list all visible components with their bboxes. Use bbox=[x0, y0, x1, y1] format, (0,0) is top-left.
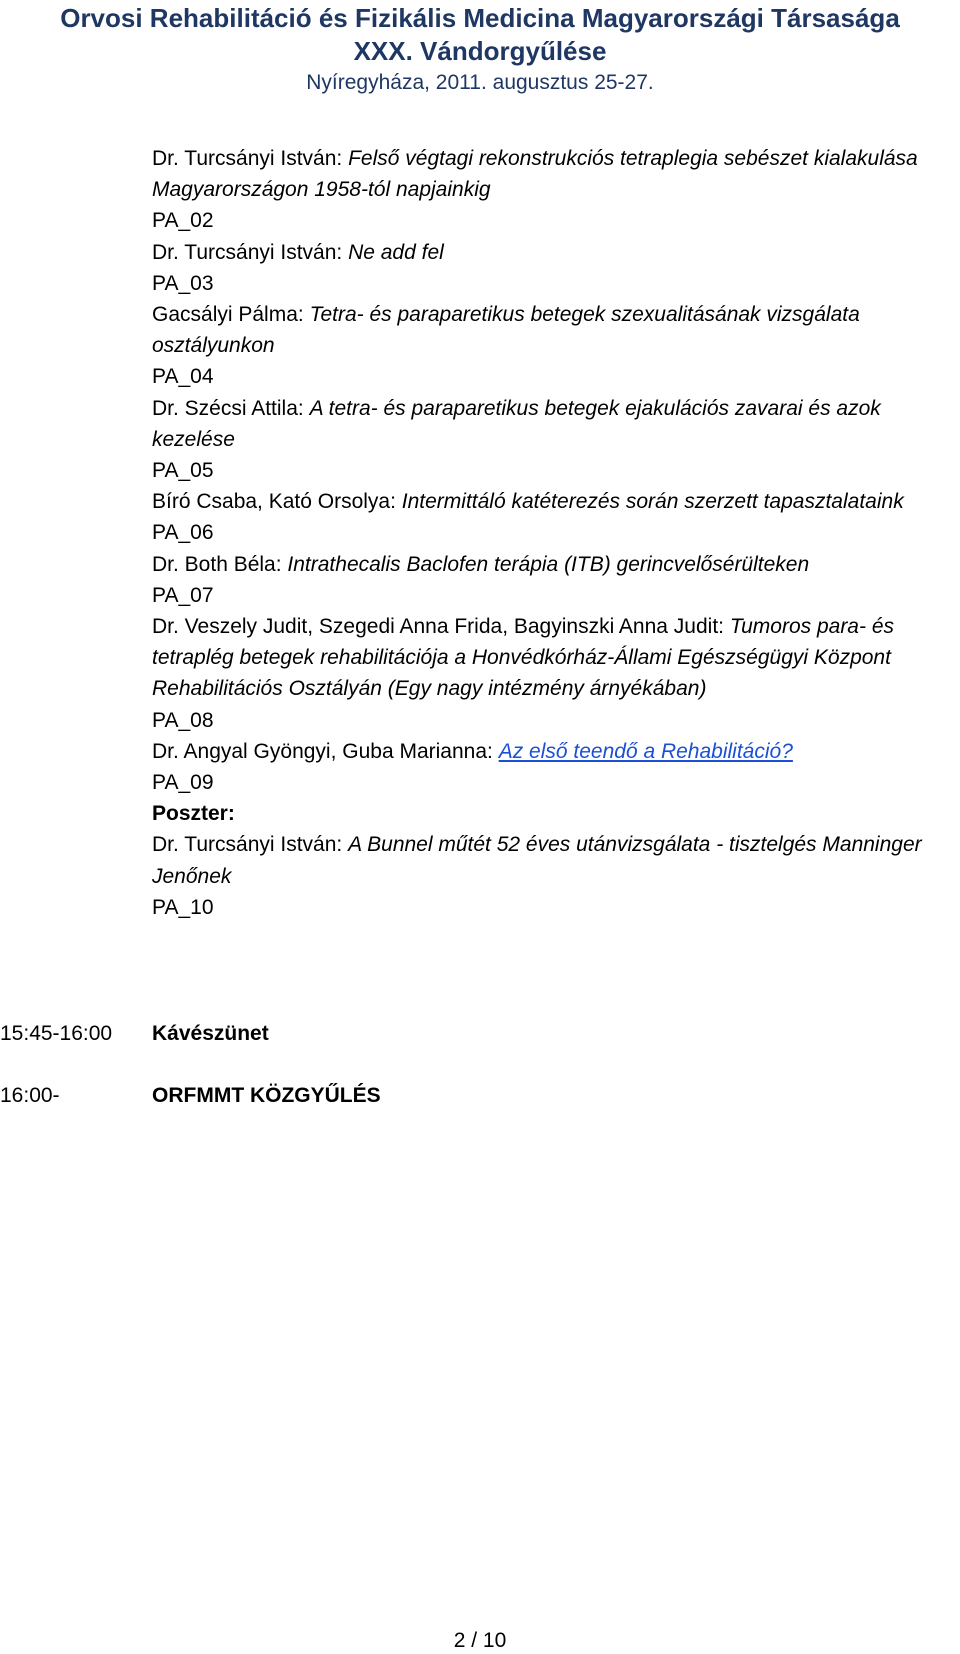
page-number: 2 / 10 bbox=[453, 1629, 507, 1652]
congress-title: XXX. Vándorgyűlése bbox=[353, 36, 607, 66]
list-item bbox=[152, 143, 942, 205]
list-item bbox=[152, 736, 942, 767]
entry-title: Tumoros para- és tetraplég betegek rehabilitációja a Honvédkórház-Állami Egészségügyi Központ Rehabilitációs Osztályán (Egy nagy intézmény árnyékában) bbox=[152, 615, 894, 701]
entry-title: Intermittáló katéterezés során szerzett tapasztalataink bbox=[401, 490, 904, 514]
entry-code: PA_10 bbox=[152, 895, 214, 919]
entry-authors: Dr. Turcsányi István: bbox=[152, 833, 349, 857]
entry-code: PA_08 bbox=[152, 708, 214, 732]
list-item bbox=[152, 393, 942, 455]
list-item bbox=[152, 237, 942, 268]
schedule-label: Kávészünet bbox=[152, 1022, 269, 1045]
document-header bbox=[0, 2, 960, 98]
entry-title: A Bunnel műtét 52 éves utánvizsgálata - tisztelgés Manninger Jenőnek bbox=[152, 833, 922, 888]
entry-authors: Dr. Turcsányi István: bbox=[152, 240, 349, 264]
entry-code: PA_06 bbox=[152, 521, 214, 545]
entry-title: Felső végtagi rekonstrukciós tetraplegia sebészet kialakulása Magyarországon 1958-tól napjainkig bbox=[152, 147, 918, 202]
entry-authors: Dr. Szécsi Attila: bbox=[152, 396, 310, 420]
entry-title: A tetra- és paraparetikus betegek ejakulációs zavarai és azok kezelése bbox=[152, 396, 881, 451]
entry-authors: Dr. Both Béla: bbox=[152, 552, 288, 576]
entry-title: Ne add fel bbox=[348, 240, 444, 264]
list-item bbox=[152, 299, 942, 361]
schedule-time: 15:45-16:00 bbox=[0, 1022, 113, 1045]
entry-authors: Dr. Veszely Judit, Szegedi Anna Frida, Bagyinszki Anna Judit: bbox=[152, 615, 730, 639]
list-item bbox=[152, 829, 942, 891]
entry-code: PA_02 bbox=[152, 209, 214, 233]
entry-authors: Bíró Csaba, Kató Orsolya: bbox=[152, 490, 402, 514]
entry-authors: Dr. Turcsányi István: bbox=[152, 147, 349, 170]
society-title: Orvosi Rehabilitáció és Fizikális Medicina Magyarországi Társasága bbox=[60, 3, 900, 33]
list-item bbox=[152, 549, 942, 580]
schedule-label: ORFMMT KÖZGYŰLÉS bbox=[152, 1084, 381, 1107]
poster-heading: Poszter: bbox=[152, 802, 235, 826]
list-item bbox=[152, 611, 942, 705]
program-list bbox=[152, 143, 942, 923]
place-date: Nyíregyháza, 2011. augusztus 25-27. bbox=[306, 71, 654, 94]
list-item bbox=[152, 486, 942, 517]
entry-code: PA_05 bbox=[152, 459, 214, 483]
entry-code: PA_09 bbox=[152, 771, 214, 795]
entry-authors: Gacsályi Pálma: bbox=[152, 303, 310, 327]
entry-title-link[interactable]: Az első teendő a Rehabilitáció? bbox=[498, 739, 793, 763]
entry-code: PA_04 bbox=[152, 365, 214, 389]
schedule-time: 16:00- bbox=[0, 1084, 60, 1107]
entry-authors: Dr. Angyal Gyöngyi, Guba Marianna: bbox=[152, 739, 499, 763]
entry-title: Tetra- és paraparetikus betegek szexualitásának vizsgálata osztályunkon bbox=[152, 303, 860, 358]
entry-code: PA_07 bbox=[152, 583, 214, 607]
entry-title: Intrathecalis Baclofen terápia (ITB) gerincvelősérülteken bbox=[287, 552, 810, 576]
entry-code: PA_03 bbox=[152, 271, 214, 295]
